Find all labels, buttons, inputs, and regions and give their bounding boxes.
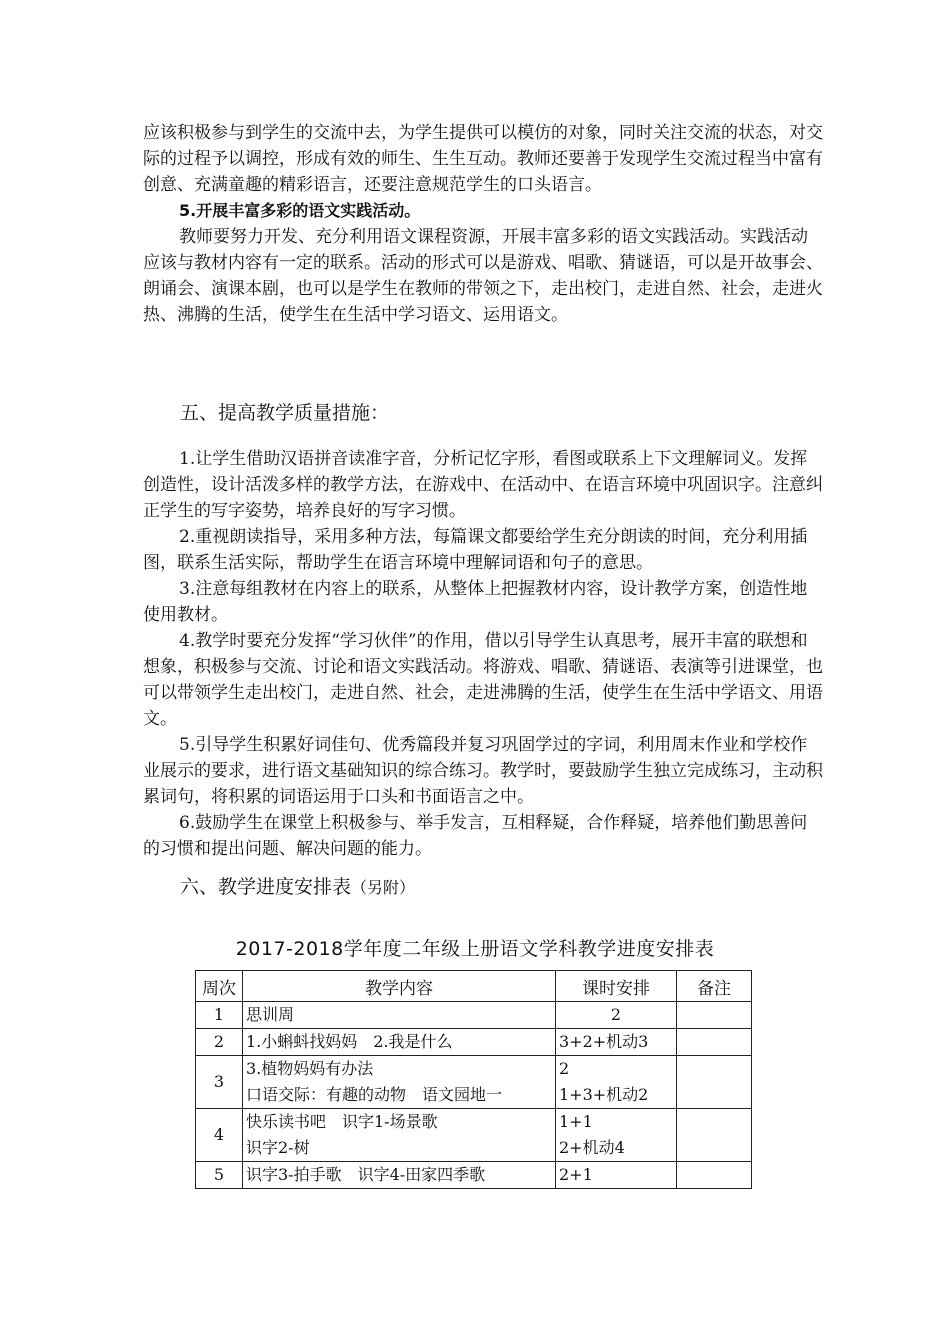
header-hours: 课时安排 (556, 971, 677, 1002)
hours-line: 3+2+机动3 (559, 1032, 649, 1051)
hours-line: 1+3+机动2 (559, 1085, 649, 1104)
item5-heading: 5.开展丰富多彩的语文实践活动。 (179, 201, 421, 220)
content-line: 思训周 (246, 1005, 295, 1024)
content-line: 1.小蝌蚪找妈妈 2.我是什么 (246, 1032, 453, 1051)
table-row (196, 1162, 752, 1189)
content-line: 识字3-拍手歌 识字4-田家四季歌 (246, 1165, 486, 1184)
cell-note (677, 1109, 752, 1162)
cell-note (677, 1162, 752, 1189)
cell-week: 3 (196, 1056, 243, 1109)
section6-note: （另附） (351, 878, 416, 897)
table-row (196, 1056, 752, 1109)
hours-line: 1+1 (559, 1112, 593, 1131)
hours-line: 2 (559, 1059, 570, 1078)
hours-line: 2+1 (559, 1165, 593, 1184)
header-note: 备注 (677, 971, 752, 1002)
cell-hours (556, 1056, 677, 1109)
cell-content (243, 1162, 556, 1189)
cell-hours (556, 1002, 677, 1029)
measure-item: 4.教学时要充分发挥“学习伙伴”的作用，借以引导学生认真思考，展开丰富的联想和想象，积极参与交流、讨论和语文实践活动。将游戏、唱歌、猜谜语、表演等引进课堂，也可以带领学生走出校门，走进自然、社会，走进沸腾的生活，使学生在生活中学语文、用语文。 (143, 631, 823, 729)
hours-line: 2+机动4 (559, 1138, 625, 1157)
table-row (196, 1109, 752, 1162)
measure-item: 6.鼓励学生在课堂上积极参与、举手发言，互相释疑，合作释疑，培养他们勤思善问的习惯和提出问题、解决问题的能力。 (143, 813, 808, 859)
intro-paragraph: 应该积极参与到学生的交流中去，为学生提供可以模仿的对象，同时关注交流的状态，对交际的过程予以调控，形成有效的师生、生生互动。教师还要善于发现学生交流过程当中富有创意、充满童趣的精彩语言，还要注意规范学生的口头语言。 (143, 123, 823, 195)
section5-title-text: 五、提高教学质量措施： (180, 402, 390, 424)
table-header-row (196, 971, 752, 1002)
measure-item: 3.注意每组教材在内容上的联系，从整体上把握教材内容，设计教学方案，创造性地使用教材。 (143, 579, 808, 625)
schedule-table (195, 970, 752, 1189)
intro-section (143, 120, 823, 328)
measure-item: 5.引导学生积累好词佳句、优秀篇段并复习巩固学过的字词，利用周末作业和学校作业展示的要求，进行语文基础知识的综合练习。教学时，要鼓励学生独立完成练习，主动积累词句，将积累的词语运用于口头和书面语言之中。 (143, 735, 823, 807)
cell-hours (556, 1109, 677, 1162)
cell-week: 5 (196, 1162, 243, 1189)
content-line: 识字2-树 (246, 1138, 310, 1157)
header-week: 周次 (196, 971, 243, 1002)
measure-item: 2.重视朗读指导，采用多种方法，每篇课文都要给学生充分朗读的时间，充分利用插图，联系生活实际，帮助学生在语言环境中理解词语和句子的意思。 (143, 527, 808, 573)
content-line: 口语交际：有趣的动物 语文园地一 (246, 1085, 503, 1104)
cell-note (677, 1029, 752, 1056)
cell-week: 1 (196, 1002, 243, 1029)
cell-week: 4 (196, 1109, 243, 1162)
section6-title-text: 六、教学进度安排表 (180, 876, 352, 898)
measure-item: 1.让学生借助汉语拼音读准字音，分析记忆字形，看图或联系上下文理解词义。发挥创造性，设计活泼多样的教学方法，在游戏中、在活动中、在语言环境中巩固识字。注意纠正学生的写字姿势，培养良好的写字习惯。 (143, 449, 823, 521)
cell-week: 2 (196, 1029, 243, 1056)
cell-content (243, 1029, 556, 1056)
section5-title (180, 398, 389, 425)
cell-hours (556, 1162, 677, 1189)
item5-body: 教师要努力开发、充分利用语文课程资源，开展丰富多彩的语文实践活动。实践活动应该与教材内容有一定的联系。活动的形式可以是游戏、唱歌、猜谜语，可以是开故事会、朗诵会、演课本剧，也可以是学生在教师的带领之下，走出校门，走进自然、社会，走进火热、沸腾的生活，使学生在生活中学习语文、运用语文。 (143, 227, 823, 325)
content-line: 3.植物妈妈有办法 (246, 1059, 374, 1078)
cell-note (677, 1056, 752, 1109)
cell-content (243, 1056, 556, 1109)
cell-hours (556, 1029, 677, 1056)
table-title: 2017-2018学年度二年级上册语文学科教学进度安排表 (235, 938, 715, 960)
section6-title (180, 872, 415, 899)
table-row (196, 1002, 752, 1029)
cell-content (243, 1002, 556, 1029)
measures-list (143, 446, 823, 862)
cell-note (677, 1002, 752, 1029)
content-line: 快乐读书吧 识字1-场景歌 (246, 1112, 438, 1131)
cell-content (243, 1109, 556, 1162)
header-content: 教学内容 (243, 971, 556, 1002)
hours-line: 2 (610, 1005, 622, 1024)
table-row (196, 1029, 752, 1056)
